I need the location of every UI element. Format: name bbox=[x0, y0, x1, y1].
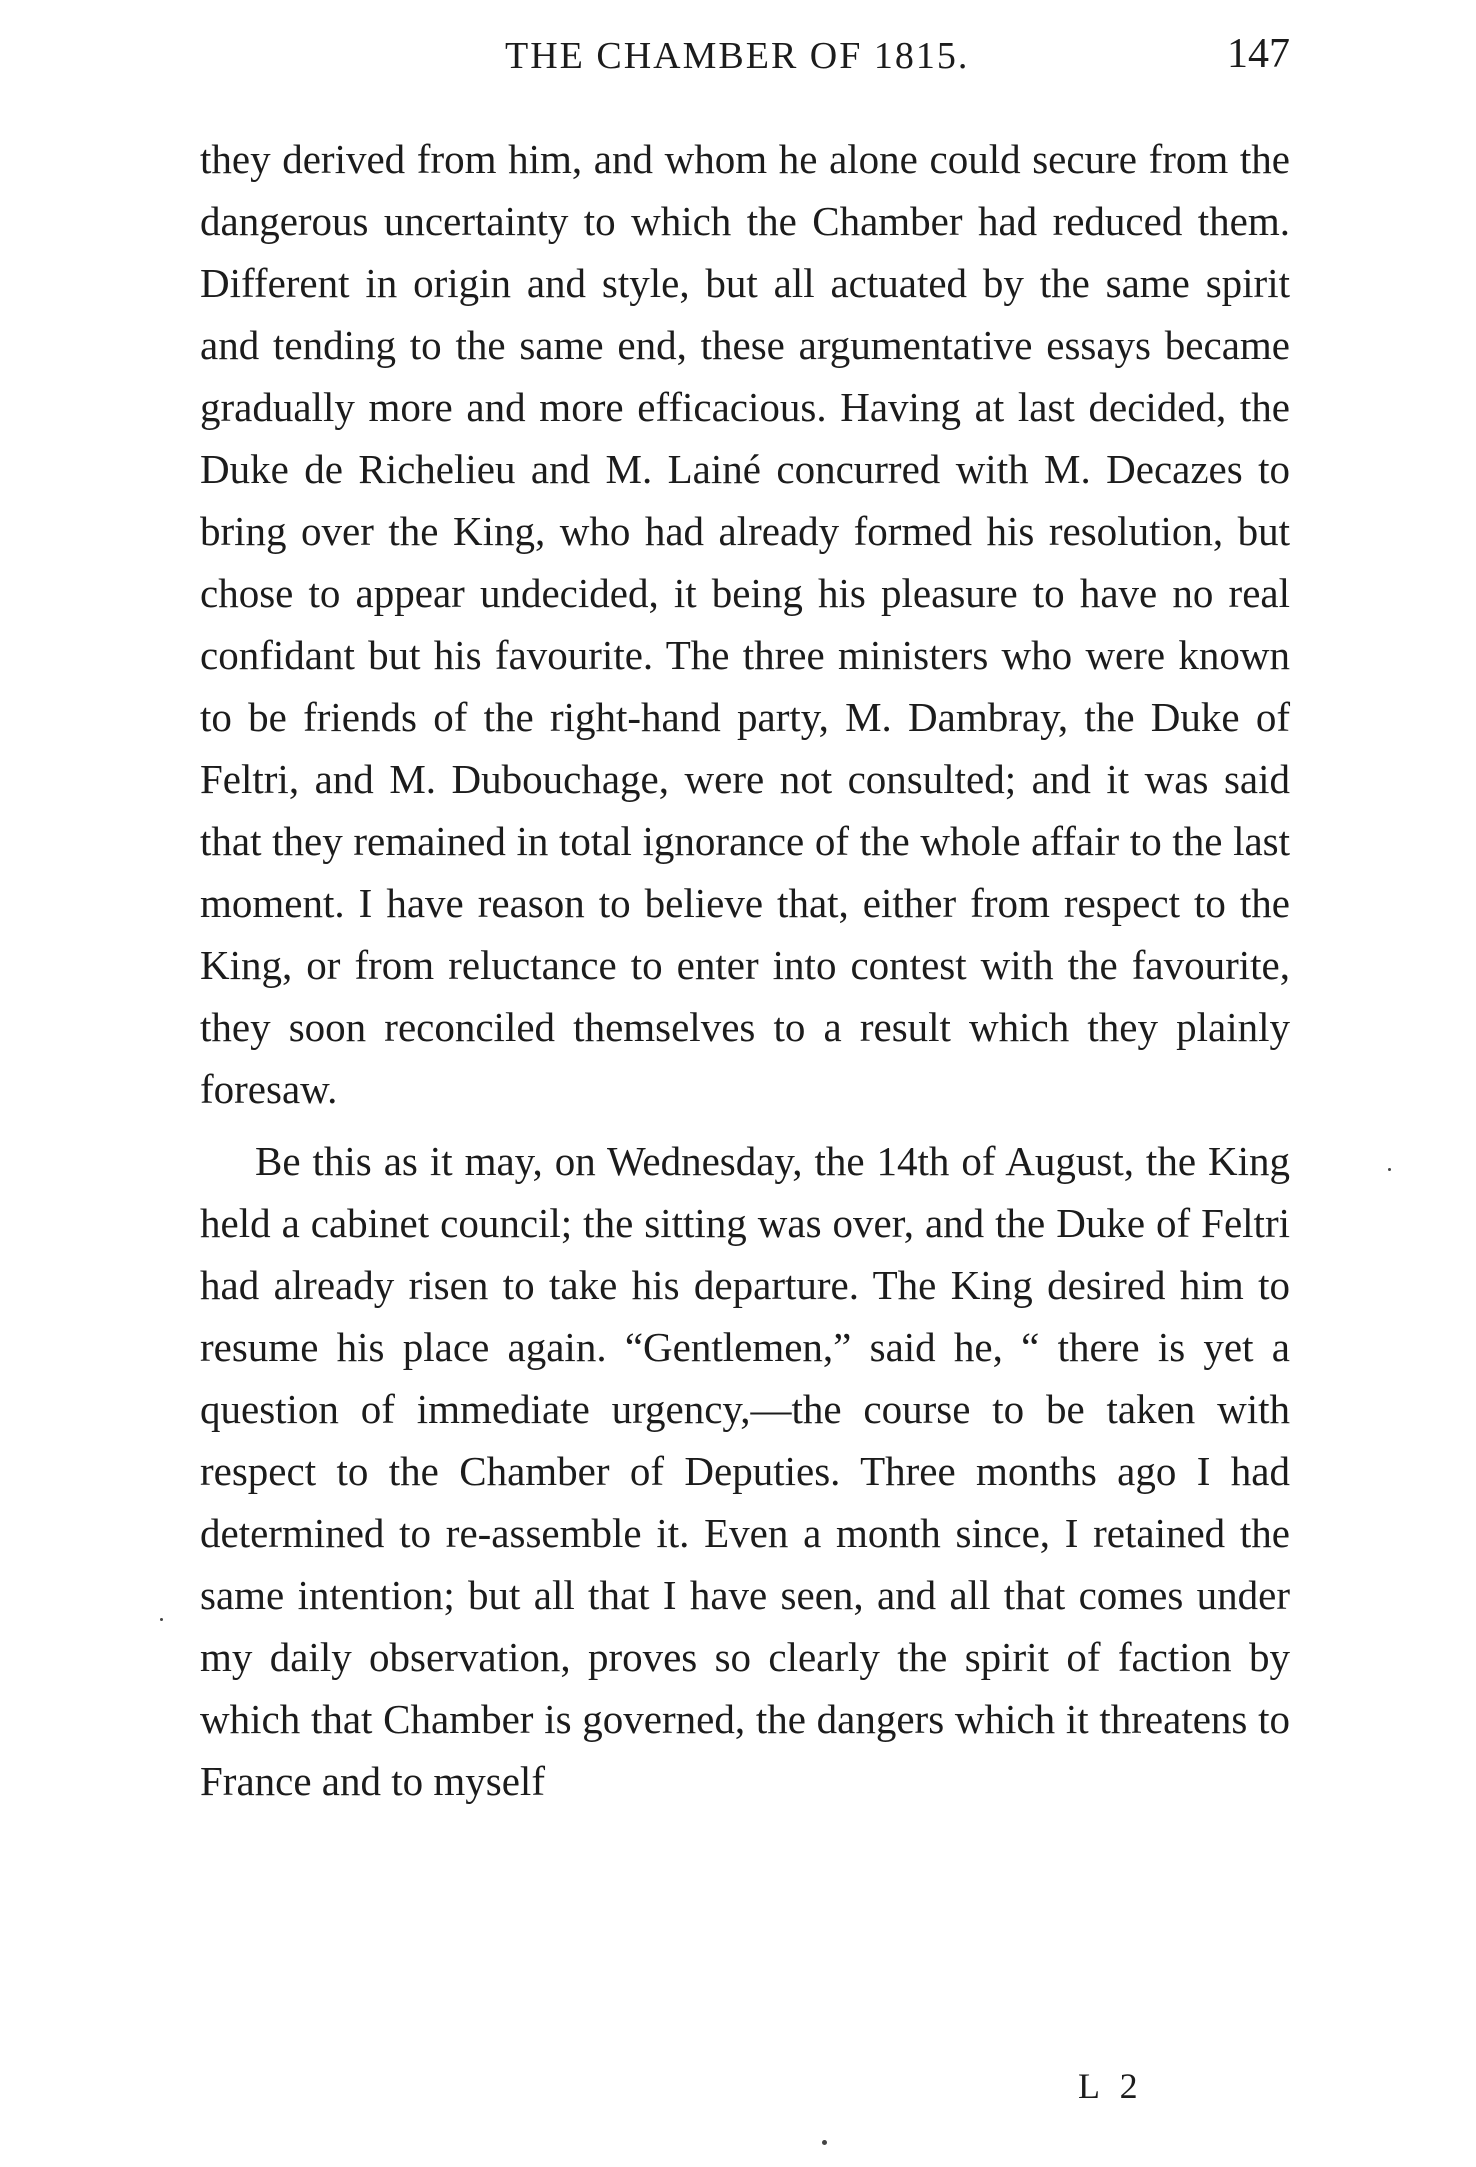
page-number: 147 bbox=[1227, 31, 1290, 77]
paragraph-council: Be this as it may, on Wednesday, the 14th of August, the King held a cabinet council; the sitting was over, and the Duke of Feltri had already risen to take his departure. The King desired him to resume his place again. “Gentlemen,” said he, “ there is yet a question of immediate urgency,—the course to be taken with respect to the Chamber of Deputies. Three months ago I had determined to re-assemble it. Even a month since, I retained the same intention; but all that I have seen, and all that comes under my daily observation, proves so clearly the spirit of faction by which that Chamber is governed, the dangers which it threatens to France and to myself bbox=[200, 1138, 1290, 1804]
print-speck bbox=[160, 1618, 163, 1621]
print-speck bbox=[1388, 1168, 1391, 1171]
paragraph-continued: they derived from him, and whom he alone could secure from the dangerous uncertainty to which the Chamber had reduced them. Different in origin and style, but all actuated by the same spirit and tending to the same end, these argumentative essays became gradually more and more efficacious. Having at last decided, the Duke de Richelieu and M. Lainé concurred with M. Decazes to bring over the King, who had already formed his resolution, but chose to appear undecided, it being his pleasure to have no real confidant but his favourite. The three ministers who were known to be friends of the right-hand party, M. Dambray, the Duke of Feltri, and M. Dubouchage, were not consulted; and it was said that they remained in total ignorance of the whole affair to the last moment. I have reason to believe that, either from respect to the King, or from reluctance to enter into contest with the favourite, they soon reconciled themselves to a result which they plainly foresaw. bbox=[200, 136, 1290, 1112]
signature-mark: L 2 bbox=[1078, 2066, 1144, 2106]
running-title: THE CHAMBER OF 1815. bbox=[505, 35, 970, 77]
print-speck bbox=[822, 2140, 827, 2145]
page-header bbox=[200, 26, 1290, 86]
body-text bbox=[200, 128, 1290, 1812]
